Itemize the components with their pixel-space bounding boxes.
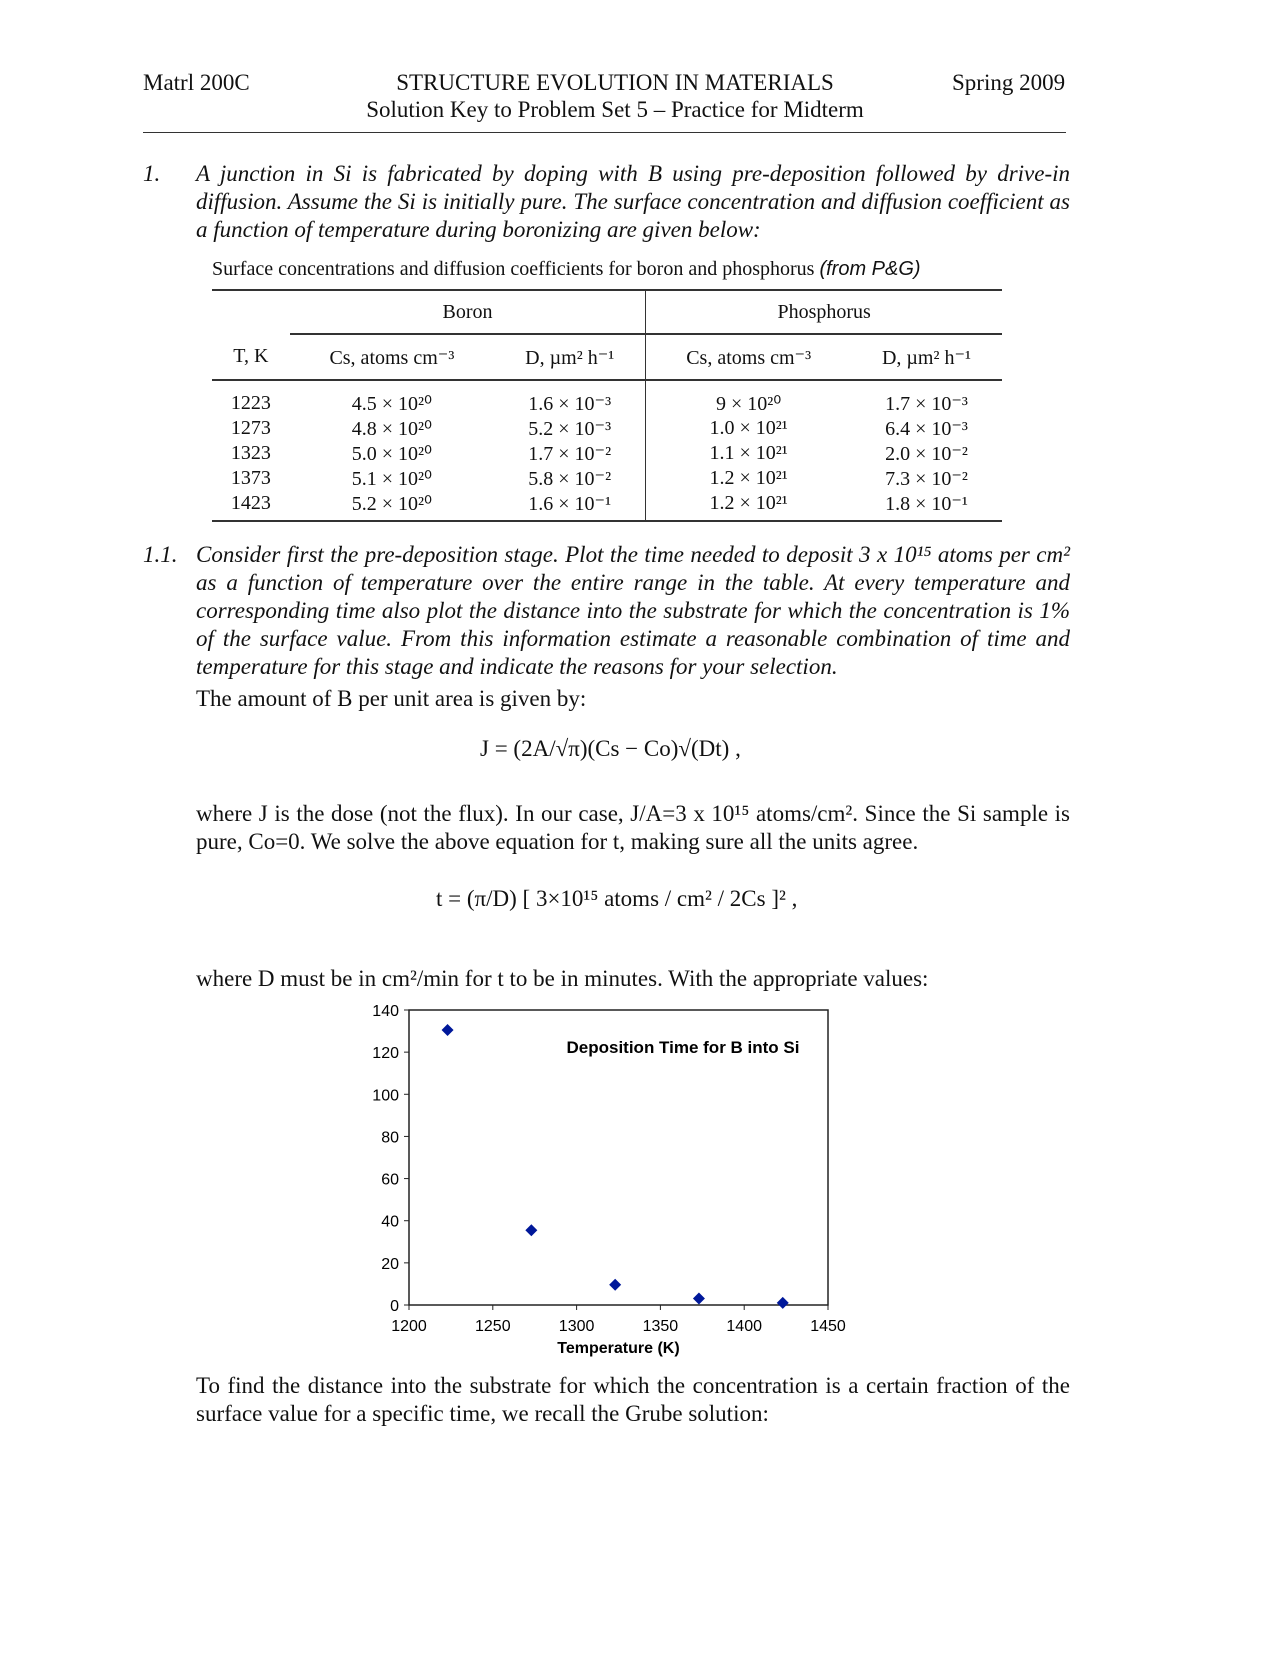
column-header: D, µm² h⁻¹ bbox=[881, 346, 972, 369]
table-cell: 2.0 × 10⁻² bbox=[885, 443, 968, 465]
group-boron: Boron bbox=[290, 290, 646, 334]
table-cell: 5.1 × 10²⁰ bbox=[351, 468, 433, 490]
table-cell: 1273 bbox=[230, 417, 271, 439]
caption-text: Surface concentrations and diffusion coefficients for boron and phosphorus bbox=[212, 258, 815, 280]
doc-subtitle: Solution Key to Problem Set 5 – Practice for Midterm bbox=[366, 97, 864, 122]
table-cell: 1.0 × 10²¹ bbox=[646, 416, 851, 441]
y-tick-label: 80 bbox=[381, 1129, 399, 1147]
x-tick-label: 1250 bbox=[475, 1318, 511, 1335]
para-amount: The amount of B per unit area is given by: bbox=[196, 686, 587, 711]
y-tick-label: 40 bbox=[381, 1213, 399, 1231]
column-header: D, µm² h⁻¹ bbox=[525, 346, 615, 369]
x-tick-label: 1450 bbox=[810, 1318, 846, 1335]
table-cell: 1.7 × 10⁻³ bbox=[885, 393, 968, 415]
table-cell: 6.4 × 10⁻³ bbox=[885, 418, 968, 440]
x-tick-label: 1300 bbox=[558, 1318, 595, 1335]
table-cell: 5.0 × 10²⁰ bbox=[351, 443, 433, 465]
deposition-time-chart bbox=[340, 995, 880, 1365]
data-table bbox=[212, 289, 1002, 522]
header-rule bbox=[143, 132, 1066, 133]
x-axis-label: Temperature (K) bbox=[557, 1340, 680, 1357]
column-header: Cs, atoms cm⁻³ bbox=[329, 346, 455, 369]
data-point bbox=[442, 1024, 454, 1036]
column-header: Cs, atoms cm⁻³ bbox=[646, 334, 851, 380]
table-cell: 1323 bbox=[230, 442, 271, 464]
table-row bbox=[212, 380, 1002, 416]
course-code: Matrl 200C bbox=[143, 70, 250, 95]
table-cell: 1.2 × 10²¹ bbox=[646, 491, 851, 521]
table-cell: 1.6 × 10⁻³ bbox=[528, 393, 612, 415]
data-point bbox=[777, 1297, 789, 1309]
table-cell: 1.2 × 10²¹ bbox=[646, 466, 851, 491]
term: Spring 2009 bbox=[952, 70, 1066, 95]
table-cell: 1.6 × 10⁻¹ bbox=[528, 493, 612, 515]
table-cell: 1373 bbox=[230, 467, 271, 489]
table-caption bbox=[212, 258, 921, 281]
table-cell: 7.3 × 10⁻² bbox=[885, 468, 968, 490]
q11-text: Consider first the pre-deposition stage. Plot the time needed to deposit 3 x 10¹⁵ atoms per cm² as a function of temperature over the entire range in the table. At every temperature and corresponding time also plot the distance into the substrate for which the concentration is 1% of the surface value. From this information estimate a reasonable combination of time and temperature for this stage and indicate the reasons for your selection. bbox=[196, 542, 1070, 679]
y-tick-label: 100 bbox=[372, 1087, 399, 1105]
para-dose: where J is the dose (not the flux). In our case, J/A=3 x 10¹⁵ atoms/cm². Since the Si sample is pure, Co=0. We solve the above equation for t, making sure all the units agree. bbox=[196, 801, 1070, 854]
y-tick-label: 60 bbox=[381, 1171, 399, 1189]
table-cell: 5.2 × 10²⁰ bbox=[351, 493, 433, 515]
y-tick-label: 140 bbox=[372, 1003, 399, 1020]
group-phosphorus: Phosphorus bbox=[646, 290, 1002, 334]
table-cell: 1.1 × 10²¹ bbox=[646, 441, 851, 466]
data-point bbox=[693, 1292, 705, 1304]
q11-number: 1.1. bbox=[143, 542, 178, 567]
q1-number: 1. bbox=[143, 161, 161, 186]
equation-time: t = (π/D) [ 3×10¹⁵ atoms / cm² / 2Cs ]² , bbox=[436, 886, 798, 911]
table-cell: 4.8 × 10²⁰ bbox=[351, 418, 433, 440]
column-header: T, K bbox=[233, 345, 269, 367]
table-row bbox=[212, 466, 1002, 491]
table-row bbox=[212, 491, 1002, 521]
table-row bbox=[212, 416, 1002, 441]
para-grube: To find the distance into the substrate for which the concentration is a certain fraction of the surface value for a specific time, we recall the Grube solution: bbox=[196, 1373, 1070, 1426]
table-cell: 1223 bbox=[230, 392, 271, 414]
table-cell: 1.7 × 10⁻² bbox=[528, 443, 612, 465]
table-cell: 9 × 10²⁰ bbox=[646, 380, 851, 416]
x-tick-label: 1350 bbox=[642, 1318, 679, 1335]
equation-dose: J = (2A/√π)(Cs − Co)√(Dt) , bbox=[480, 736, 741, 761]
data-point bbox=[525, 1224, 537, 1236]
q1-text: A junction in Si is fabricated by doping with B using pre-deposition followed by drive-in diffusion. Assume the Si is initially pure. The surface concentration and diffusion coefficient as a function of temperature during boronizing are given below: bbox=[196, 161, 1070, 242]
table-cell: 4.5 × 10²⁰ bbox=[351, 393, 433, 415]
caption-source: (from P&G) bbox=[819, 258, 921, 280]
table-row bbox=[212, 441, 1002, 466]
table-cell: 1423 bbox=[230, 492, 271, 514]
y-tick-label: 20 bbox=[381, 1255, 399, 1273]
chart-title: Deposition Time for B into Si bbox=[566, 1038, 800, 1057]
table-cell: 1.8 × 10⁻¹ bbox=[885, 493, 968, 515]
y-tick-label: 0 bbox=[390, 1298, 399, 1315]
table-cell: 5.2 × 10⁻³ bbox=[528, 418, 612, 440]
x-tick-label: 1400 bbox=[726, 1318, 762, 1335]
table-cell: 5.8 × 10⁻² bbox=[528, 468, 612, 490]
x-tick-label: 1200 bbox=[391, 1318, 427, 1335]
doc-title: STRUCTURE EVOLUTION IN MATERIALS bbox=[396, 70, 834, 95]
para-units: where D must be in cm²/min for t to be in minutes. With the appropriate values: bbox=[196, 966, 929, 991]
y-tick-label: 120 bbox=[372, 1045, 399, 1063]
data-point bbox=[609, 1279, 621, 1291]
